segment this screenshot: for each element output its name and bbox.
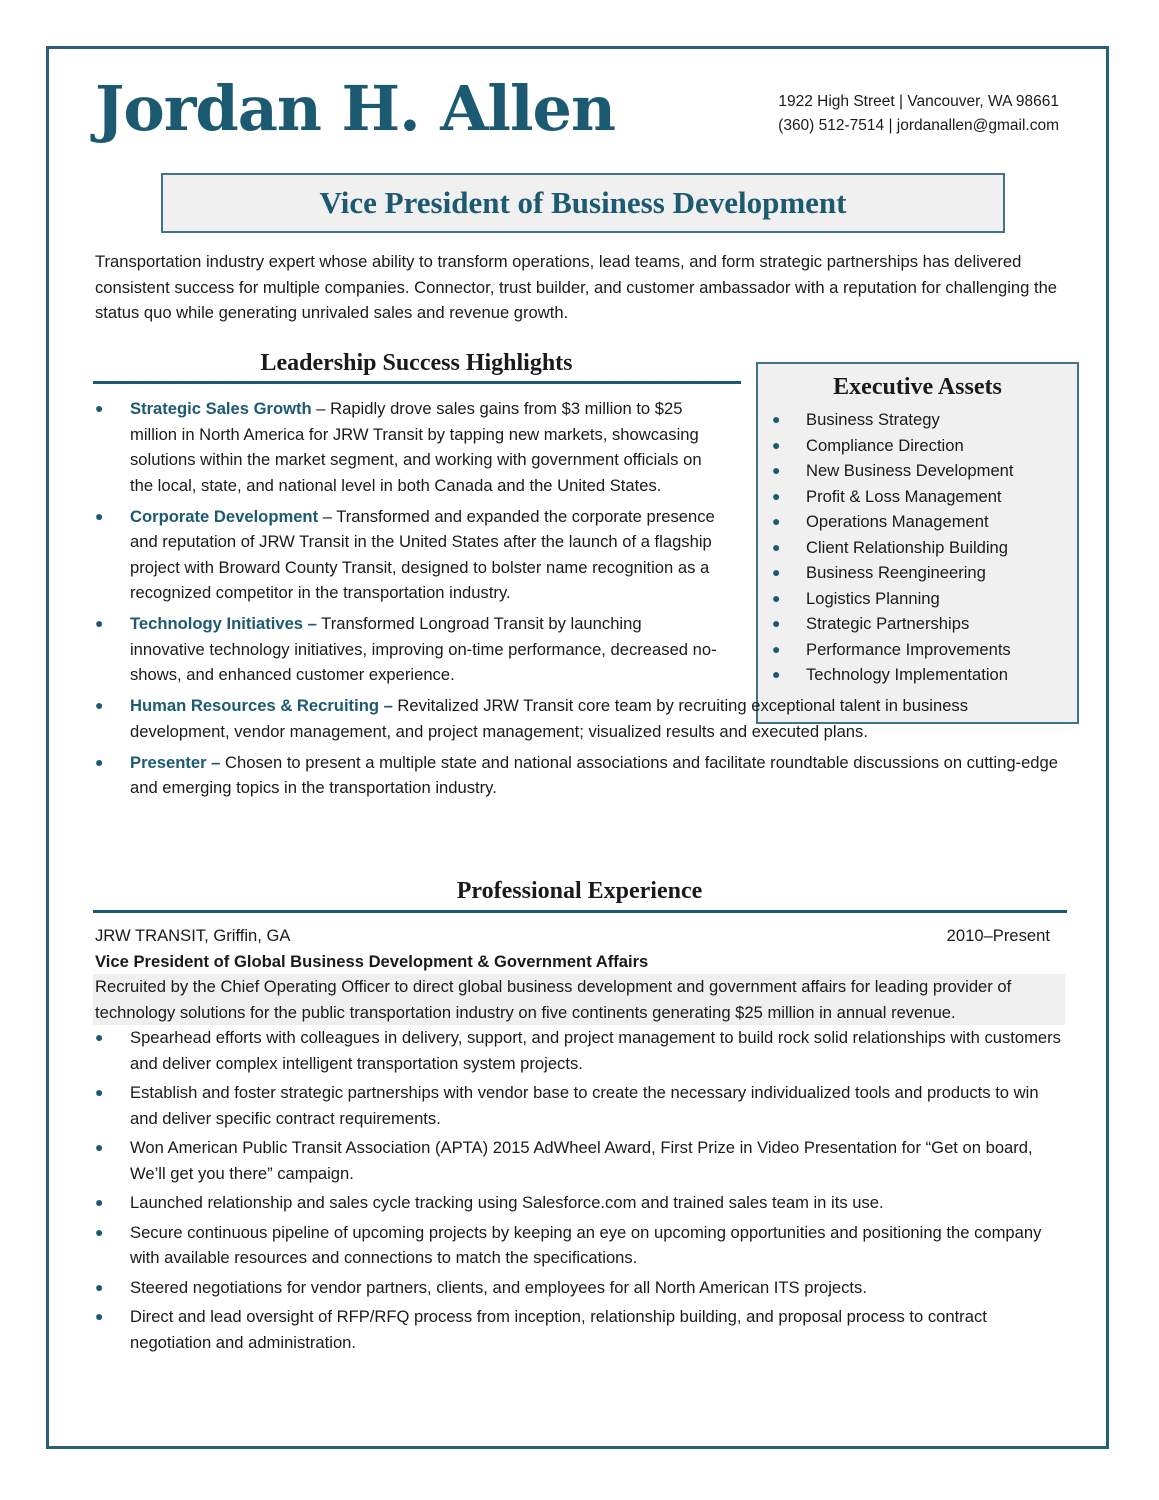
experience-bullet xyxy=(95,1304,1065,1355)
asset-label: Logistics Planning xyxy=(806,588,940,608)
experience-bullet xyxy=(95,1025,1065,1076)
role-description: Recruited by the Chief Operating Officer to direct global business development and government affairs for leading provider of technology solutions for the public transportation industry on five continents generating $25 million in annual revenue. xyxy=(93,974,1065,1025)
experience-bullet xyxy=(95,1220,1065,1271)
bullet-icon: ● xyxy=(95,1223,104,1240)
dates: 2010–Present xyxy=(946,926,1050,945)
highlight-keyword: Presenter – xyxy=(130,752,221,772)
asset-label: Profit & Loss Management xyxy=(806,486,1002,506)
bullet-text: Spearhead efforts with colleagues in delivery, support, and project management to build rock solid relationships with customers and deliver complex intelligent transportation system projects. xyxy=(130,1028,1061,1073)
bullet-icon: ● xyxy=(772,487,781,504)
role: Vice President of Global Business Development & Government Affairs xyxy=(95,951,649,971)
bullet-icon: ● xyxy=(772,589,781,606)
bullet-icon: ● xyxy=(772,640,781,657)
company: JRW TRANSIT, Griffin, GA xyxy=(95,926,291,945)
bullet-icon: ● xyxy=(95,1084,104,1100)
bullet-icon: ● xyxy=(772,564,781,580)
highlight-text: – Rapidly drove sales gains from $3 million to $25 million in North America for JRW Transit by tapping new markets, showcasing solutions within the market segment, and working with government officials on the local, state, and national level in both Canada and the United States. xyxy=(130,399,702,495)
asset-label: Business Strategy xyxy=(806,410,940,429)
highlight-text: – Transformed and expanded the corporate presence and reputation of JRW Transit in the United States after the launch of a flagship project with Broward County Transit, designed to bolster name recognition as a recognized competitor in the transportation industry. xyxy=(130,506,715,602)
highlight-keyword: Corporate Development xyxy=(130,506,319,526)
bullet-text: Secure continuous pipeline of upcoming projects by keeping an eye on upcoming opportunities and positioning the company with available resources and connections to match the specifications. xyxy=(130,1222,1042,1267)
asset-label: Business Reengineering xyxy=(806,563,986,582)
bullet-text: Won American Public Transit Association (APTA) 2015 AdWheel Award, First Prize in Video Presentation for “Get on board, We’ll get you there” campaign. xyxy=(130,1138,1033,1183)
bullet-icon: ● xyxy=(95,1308,104,1324)
bullet-icon: ● xyxy=(95,1194,104,1210)
highlight-item xyxy=(95,750,1065,801)
experience-bullet xyxy=(95,1275,1065,1301)
experience-rule xyxy=(93,910,1067,913)
highlight-item xyxy=(95,693,1065,744)
bullet-icon: ● xyxy=(95,753,104,770)
highlight-text: Chosen to present a multiple state and national associations and facilitate roundtable discussions on cutting-edge and emerging topics in the transportation industry. xyxy=(130,752,1058,797)
address: 1922 High Street | Vancouver, WA 98661 xyxy=(778,93,1059,110)
bullet-icon: ● xyxy=(772,513,781,529)
bullet-icon: ● xyxy=(772,411,781,427)
experience-bullets xyxy=(95,1025,1065,1355)
bullet-text: Establish and foster strategic partnerships with vendor base to create the necessary individualized tools and products to win and deliver specific contract requirements. xyxy=(130,1083,1039,1128)
experience-bullet xyxy=(95,1190,1065,1216)
highlights-list xyxy=(95,396,1065,806)
asset-label: Compliance Direction xyxy=(806,435,964,455)
asset-label: Technology Implementation xyxy=(806,665,1009,684)
bullet-icon: ● xyxy=(772,615,781,631)
contact-info xyxy=(778,90,1059,138)
experience-heading: Professional Experience xyxy=(456,878,703,904)
bullet-text: Launched relationship and sales cycle tracking using Salesforce.com and trained sales team in its use. xyxy=(130,1193,884,1212)
asset-label: Strategic Partnerships xyxy=(806,614,970,633)
experience-bullet xyxy=(95,1080,1065,1131)
bullet-text: Steered negotiations for vendor partners, clients, and employees for all North American ITS projects. xyxy=(130,1277,867,1297)
highlight-keyword: Strategic Sales Growth xyxy=(130,399,312,418)
bullet-icon: ● xyxy=(772,462,781,478)
asset-label: Performance Improvements xyxy=(806,639,1011,659)
job-title-box xyxy=(161,173,1005,233)
bullet-icon: ● xyxy=(95,1139,104,1155)
candidate-name: Jordan H. Allen xyxy=(95,72,616,145)
asset-label: New Business Development xyxy=(806,461,1014,480)
highlight-text: Transformed Longroad Transit by launching innovative technology initiatives, improving on-time performance, decreased no-shows, and enhanced customer experience. xyxy=(130,614,717,684)
summary: Transportation industry expert whose ability to transform operations, lead teams, and form strategic partnerships has delivered consistent success for multiple companies. Connector, trust builder, and customer ambassador with a reputation for challenging the status quo while generating unrivaled sales and revenue growth. xyxy=(95,252,1058,322)
bullet-icon: ● xyxy=(772,666,781,682)
highlights-rule xyxy=(93,381,741,384)
phone-email: (360) 512-7514 | jordanallen@gmail.com xyxy=(778,117,1059,134)
highlight-keyword: Technology Initiatives – xyxy=(130,614,317,633)
assets-heading: Executive Assets xyxy=(833,374,1002,400)
bullet-icon: ● xyxy=(95,507,104,524)
bullet-icon: ● xyxy=(95,615,104,631)
highlight-item xyxy=(95,504,720,606)
highlight-item xyxy=(95,396,720,498)
asset-label: Client Relationship Building xyxy=(806,537,1009,557)
bullet-icon: ● xyxy=(95,697,104,713)
bullet-icon: ● xyxy=(95,1278,104,1295)
experience-bullet xyxy=(95,1135,1065,1186)
bullet-icon: ● xyxy=(95,1029,104,1045)
bullet-text: Direct and lead oversight of RFP/RFQ process from inception, relationship building, and proposal process to contract negotiation and administration. xyxy=(130,1307,987,1352)
highlights-heading: Leadership Success Highlights xyxy=(260,350,573,376)
highlight-keyword: Human Resources & Recruiting – xyxy=(130,696,393,715)
bullet-icon: ● xyxy=(772,436,781,453)
asset-label: Operations Management xyxy=(806,512,989,531)
highlight-item xyxy=(95,611,720,688)
bullet-icon: ● xyxy=(772,538,781,555)
bullet-icon: ● xyxy=(95,400,104,416)
experience-entry xyxy=(95,923,1065,1359)
highlight-text: Revitalized JRW Transit core team by recruiting exceptional talent in business development, vendor management, and project management; visualized results and executed plans. xyxy=(130,696,969,741)
job-title: Vice President of Business Development xyxy=(319,185,847,220)
